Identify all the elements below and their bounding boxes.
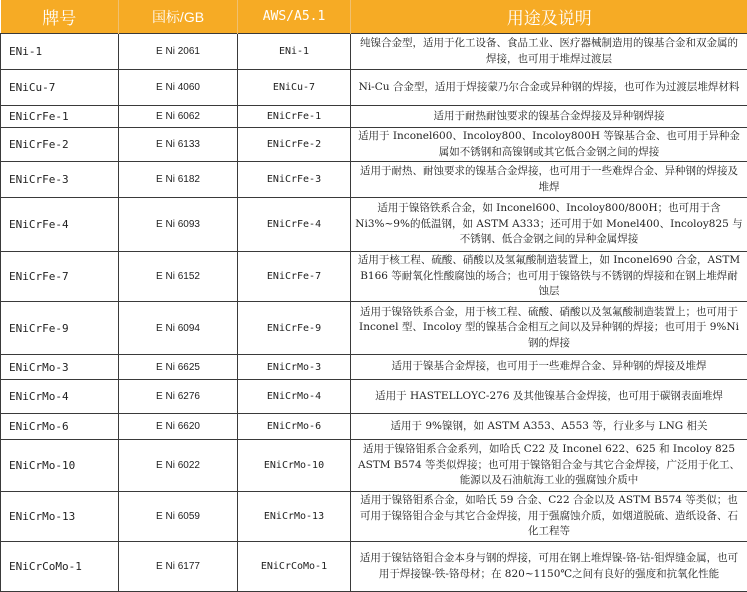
grade-cell: ENi-1 — [1, 34, 119, 70]
grade-cell: ENiCrCoMo-1 — [1, 542, 119, 592]
table-row — [1, 302, 747, 355]
table-row — [1, 106, 747, 128]
header-grade: 牌号 — [1, 0, 119, 34]
aws-cell: ENiCrCoMo-1 — [238, 542, 351, 592]
table-row — [1, 252, 747, 302]
usage-cell: 适用于 HASTELLOYC-276 及其他镍基合金焊接，也可用于碳钢表面堆焊 — [351, 380, 747, 414]
gb-cell: E Ni 6093 — [119, 198, 238, 252]
table-row — [1, 440, 747, 492]
aws-cell: ENi-1 — [238, 34, 351, 70]
grade-cell: ENiCrMo-4 — [1, 380, 119, 414]
aws-cell: ENiCrMo-4 — [238, 380, 351, 414]
usage-cell: 适用于镍基合金焊接，也可用于一些难焊合金、异种钢的焊接及堆焊 — [351, 355, 747, 380]
usage-cell: 纯镍合金型，适用于化工设备、食品工业、医疗器械制造用的镍基合金和双金属的焊接，也可用于堆焊过渡层 — [351, 34, 747, 70]
usage-cell: 适用于 Inconel600、Incoloy800、Incoloy800H 等镍基合金、也可用于异种金属如不锈钢和高镍钢或其它低合金钢之间的焊接 — [351, 128, 747, 162]
aws-cell: ENiCu-7 — [238, 70, 351, 106]
grade-cell: ENiCrFe-3 — [1, 162, 119, 198]
header-aws: AWS/A5.1 — [238, 0, 351, 34]
gb-cell: E Ni 4060 — [119, 70, 238, 106]
table-row — [1, 128, 747, 162]
gb-cell: E Ni 6276 — [119, 380, 238, 414]
grade-cell: ENiCrMo-10 — [1, 440, 119, 492]
grade-cell: ENiCrMo-13 — [1, 492, 119, 542]
aws-cell: ENiCrFe-2 — [238, 128, 351, 162]
aws-cell: ENiCrFe-4 — [238, 198, 351, 252]
header-gb: 国标/GB — [119, 0, 238, 34]
usage-cell: 适用于核工程、硫酸、硝酸以及氢氟酸制造装置上，如 Inconel690 合金，ASTM B166 等耐氧化性酸腐蚀的场合；也可用于镍铬铁与不锈钢的焊接和在钢上堆焊耐蚀层 — [351, 252, 747, 302]
table-row — [1, 414, 747, 440]
table-row — [1, 355, 747, 380]
header-usage: 用途及说明 — [351, 0, 747, 34]
table-row — [1, 542, 747, 592]
gb-cell: E Ni 6094 — [119, 302, 238, 355]
aws-cell: ENiCrFe-1 — [238, 106, 351, 128]
grade-cell: ENiCrMo-6 — [1, 414, 119, 440]
table-row — [1, 70, 747, 106]
usage-cell: 适用于镍铬钼系合金，如哈氏 59 合金、C22 合金以及 ASTM B574 等类似；也可用于镍铬钼合金与其它合金焊接，用于强腐蚀介质，如烟道脱硫、造纸设备、石化工程等 — [351, 492, 747, 542]
grade-cell: ENiCrFe-1 — [1, 106, 119, 128]
gb-cell: E Ni 6182 — [119, 162, 238, 198]
table-row — [1, 198, 747, 252]
gb-cell: E Ni 2061 — [119, 34, 238, 70]
grade-cell: ENiCrFe-4 — [1, 198, 119, 252]
table-row — [1, 34, 747, 70]
aws-cell: ENiCrFe-9 — [238, 302, 351, 355]
grade-cell: ENiCrFe-9 — [1, 302, 119, 355]
usage-cell: 适用于 9%镍钢，如 ASTM A353、A553 等，行业多与 LNG 相关 — [351, 414, 747, 440]
gb-cell: E Ni 6625 — [119, 355, 238, 380]
aws-cell: ENiCrMo-10 — [238, 440, 351, 492]
gb-cell: E Ni 6022 — [119, 440, 238, 492]
grade-cell: ENiCrMo-3 — [1, 355, 119, 380]
usage-cell: 适用于耐热、耐蚀要求的镍基合金焊接，也可用于一些难焊合金、异种钢的焊接及堆焊 — [351, 162, 747, 198]
grade-cell: ENiCrFe-7 — [1, 252, 119, 302]
gb-cell: E Ni 6152 — [119, 252, 238, 302]
table-row — [1, 380, 747, 414]
aws-cell: ENiCrMo-13 — [238, 492, 351, 542]
grade-cell: ENiCrFe-2 — [1, 128, 119, 162]
table-row — [1, 162, 747, 198]
table-row — [1, 492, 747, 542]
header-row — [1, 0, 747, 34]
usage-cell: 适用于镍铬钼系合金系列，如哈氏 C22 及 Inconel 622、625 和 Incoloy 825 ASTM B574 等类似焊接；也可用于镍铬钼合金与其它合金焊接，广泛用于化工、能源以及石油航海工业的强腐蚀介质中 — [351, 440, 747, 492]
gb-cell: E Ni 6059 — [119, 492, 238, 542]
usage-cell: Ni-Cu 合金型，适用于焊接蒙乃尔合金或异种钢的焊接，也可作为过渡层堆焊材料 — [351, 70, 747, 106]
usage-cell: 适用于镍铬铁系合金，如 Inconel600、Incoloy800/800H；也可用于含 Ni3%~9%的低温钢，如 ASTM A333；还可用于如 Monel400、Incoloy825 与不锈钢、低合金钢之间的异种金属焊接 — [351, 198, 747, 252]
usage-cell: 适用于镍铬铁系合金，用于核工程、硫酸、硝酸以及氢氟酸制造装置上；也可用于 Inconel 型、Incoloy 型的镍基合金相互之间以及异种钢的焊接；也可用于 9%Ni 钢的焊接 — [351, 302, 747, 355]
gb-cell: E Ni 6177 — [119, 542, 238, 592]
usage-cell: 适用于耐热耐蚀要求的镍基合金焊接及异种钢焊接 — [351, 106, 747, 128]
gb-cell: E Ni 6620 — [119, 414, 238, 440]
aws-cell: ENiCrFe-3 — [238, 162, 351, 198]
gb-cell: E Ni 6133 — [119, 128, 238, 162]
usage-cell: 适用于镍钴铬钼合金本身与钢的焊接，可用在钢上堆焊镍-铬-钴-钼焊缝金属，也可用于焊接镍-铁-铬母材；在 820~1150℃之间有良好的强度和抗氧化性能 — [351, 542, 747, 592]
aws-cell: ENiCrMo-6 — [238, 414, 351, 440]
grade-cell: ENiCu-7 — [1, 70, 119, 106]
aws-cell: ENiCrFe-7 — [238, 252, 351, 302]
gb-cell: E Ni 6062 — [119, 106, 238, 128]
aws-cell: ENiCrMo-3 — [238, 355, 351, 380]
